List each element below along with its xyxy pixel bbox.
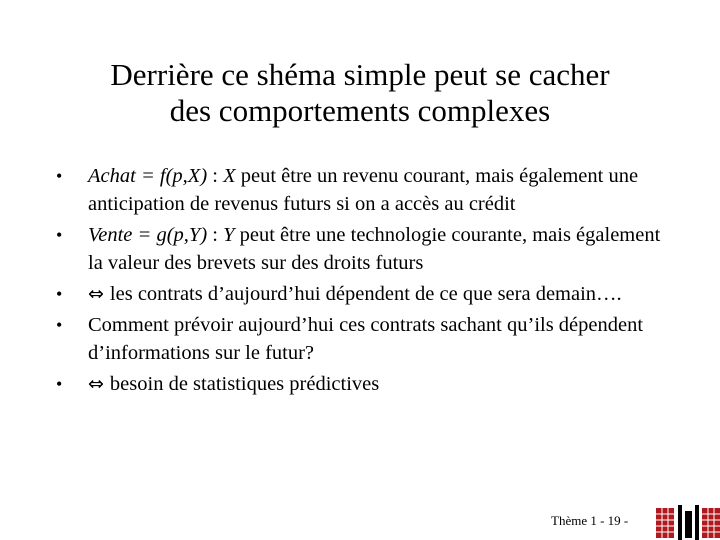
slide-title: [40, 57, 680, 129]
bullet-item-besoin: [56, 370, 676, 398]
variable-y: Y: [223, 224, 235, 246]
bullet-dot: •: [56, 374, 63, 394]
bullet-dot: •: [56, 166, 63, 186]
bullet-text: Comment prévoir aujourd’hui ces contrats sachant qu’ils dépendent d’informations sur le futur?: [88, 314, 644, 364]
variable-x: X: [223, 165, 236, 187]
bullet-dot: •: [56, 225, 63, 245]
title-line-2: des comportements complexes: [169, 93, 551, 128]
bullet-text: les contrats d’aujourd’hui dépendent de ce que sera demain….: [109, 283, 622, 305]
bullet-dot: •: [56, 284, 63, 304]
separator: :: [207, 224, 224, 246]
bullet-item-contrats: [56, 280, 676, 308]
separator: :: [207, 165, 224, 187]
institution-logo: [656, 505, 720, 540]
bullet-list: [56, 162, 676, 401]
double-arrow-icon: ⇔: [88, 283, 104, 305]
vente-formula: Vente = g(p,Y): [88, 224, 208, 246]
bullet-dot: •: [56, 315, 63, 335]
double-arrow-icon: ⇔: [88, 373, 104, 395]
slide-footer: Thème 1 - 19 -: [551, 513, 629, 528]
bullet-item-prevoir: [56, 311, 676, 367]
title-line-1: Derrière ce shéma simple peut se cacher: [110, 57, 610, 92]
bullet-item-achat: [56, 162, 676, 218]
bullet-text: besoin de statistiques prédictives: [109, 373, 380, 395]
bullet-item-vente: [56, 221, 676, 277]
achat-formula: Achat = f(p,X): [88, 165, 208, 187]
bullet-text: peut être un revenu courant, mais également une anticipation de revenus futurs si on a accès au crédit: [88, 165, 639, 215]
bullet-text: peut être une technologie courante, mais également la valeur des brevets sur des droits futurs: [88, 224, 661, 274]
